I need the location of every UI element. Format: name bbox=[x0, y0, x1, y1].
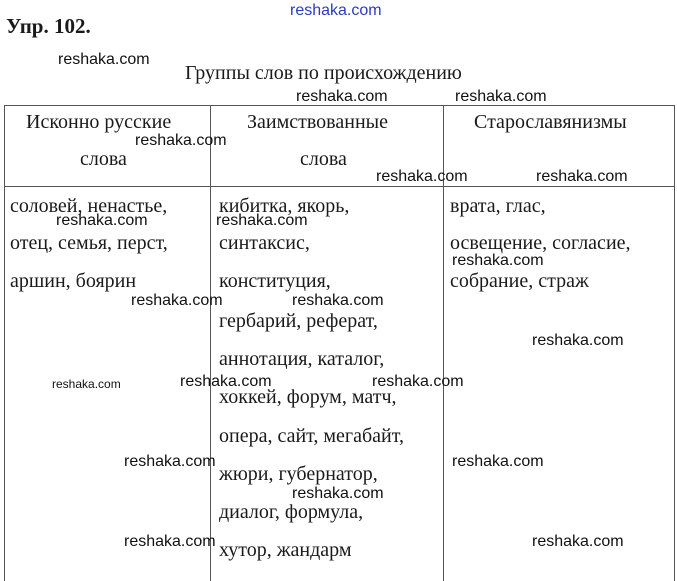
watermark: reshaka.com bbox=[290, 2, 382, 19]
header-borrowed-line1: Заимствованные bbox=[247, 111, 388, 133]
watermark: reshaka.com bbox=[292, 292, 384, 309]
watermark: reshaka.com bbox=[455, 88, 547, 105]
native-word-line: отец, семья, перст, bbox=[10, 232, 168, 254]
header-native-line2: слова bbox=[80, 148, 127, 170]
borrowed-word-line: аннотация, каталог, bbox=[219, 348, 385, 370]
watermark: reshaka.com bbox=[296, 88, 388, 105]
table-right-border bbox=[674, 105, 675, 581]
borrowed-word-line: диалог, формула, bbox=[219, 501, 364, 523]
slavonic-word-line: врата, глас, bbox=[450, 195, 546, 217]
watermark: reshaka.com bbox=[376, 168, 468, 185]
borrowed-word-line: хутор, жандарм bbox=[219, 539, 352, 561]
watermark: reshaka.com bbox=[56, 212, 148, 229]
watermark: reshaka.com bbox=[536, 168, 628, 185]
borrowed-word-line: кибитка, якорь, bbox=[219, 195, 350, 217]
column-divider-1 bbox=[210, 105, 211, 581]
watermark: reshaka.com bbox=[135, 132, 227, 149]
watermark: reshaka.com bbox=[131, 292, 223, 309]
table-title: Группы слов по происхождению bbox=[185, 62, 462, 84]
header-native-line1: Исконно русские bbox=[26, 111, 172, 133]
borrowed-word-line: конституция, bbox=[219, 270, 331, 292]
borrowed-word-line: гербарий, реферат, bbox=[219, 310, 378, 332]
borrowed-word-line: опера, сайт, мегабайт, bbox=[219, 425, 404, 447]
slavonic-word-line: собрание, страж bbox=[450, 270, 589, 292]
watermark: reshaka.com bbox=[124, 533, 216, 550]
native-word-line: соловей, ненастье, bbox=[10, 195, 168, 217]
borrowed-word-line: жюри, губернатор, bbox=[219, 463, 378, 485]
header-borrowed-line2: слова bbox=[300, 148, 347, 170]
exercise-number: Упр. 102. bbox=[6, 14, 91, 38]
native-word-line: аршин, боярин bbox=[10, 270, 137, 292]
borrowed-word-line: хоккей, форум, матч, bbox=[219, 386, 397, 408]
header-slavonic: Старославянизмы bbox=[474, 111, 627, 133]
watermark: reshaka.com bbox=[124, 453, 216, 470]
watermark: reshaka.com bbox=[452, 252, 544, 269]
watermark: reshaka.com bbox=[372, 373, 464, 390]
borrowed-word-line: синтаксис, bbox=[219, 232, 310, 254]
table-left-border bbox=[4, 105, 5, 581]
table-header-divider bbox=[4, 186, 674, 187]
watermark: reshaka.com bbox=[292, 485, 384, 502]
watermark: reshaka.com bbox=[52, 377, 121, 391]
watermark: reshaka.com bbox=[58, 51, 150, 68]
watermark: reshaka.com bbox=[180, 373, 272, 390]
slavonic-word-line: освещение, согласие, bbox=[450, 232, 631, 254]
watermark: reshaka.com bbox=[532, 533, 624, 550]
watermark: reshaka.com bbox=[216, 212, 308, 229]
watermark: reshaka.com bbox=[532, 332, 624, 349]
watermark: reshaka.com bbox=[452, 453, 544, 470]
